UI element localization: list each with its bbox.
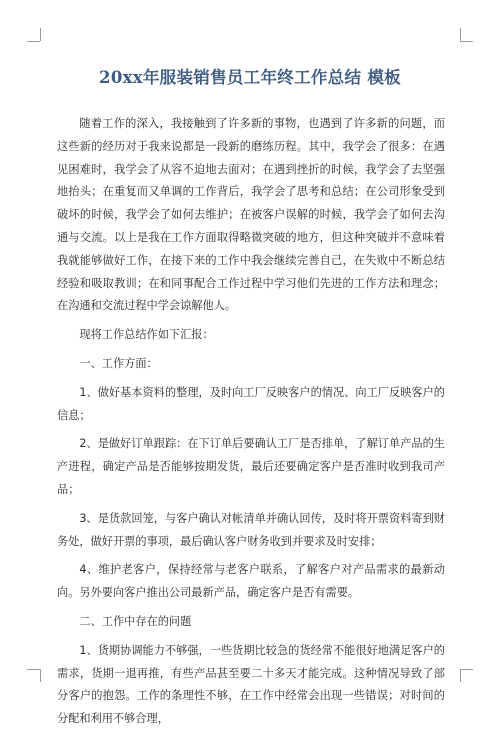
crop-mark-top-right-vertical [460, 28, 461, 41]
crop-mark-bottom-left-vertical [40, 669, 41, 682]
list-item-problem-1: 1、货期协调能力不够强，一些货期比较急的货经常不能很好地满足客户的需求，货期一退再推，有些产品甚至要二十多天才能完成。这种情况导致了部分客户的抱怨。工作的条理性不够，在工作中经常会出现一些错误；对时间的分配和利用不够合理， [57, 643, 445, 726]
crop-mark-bottom-right-horizontal [460, 669, 473, 670]
document-title: 20xx年服装销售员工年终工作总结 模板 [99, 68, 401, 87]
section-heading-work: 一、工作方面： [79, 356, 158, 370]
list-item-work-1: 1、做好基本资料的整理，及时向工厂反映客户的情况、向工厂反映客户的信息； [57, 385, 445, 422]
crop-mark-top-left-vertical [40, 28, 41, 41]
crop-mark-bottom-right-vertical [460, 669, 461, 682]
list-item-work-2: 2、是做好订单跟踪：在下订单后要确认工厂是否排单，了解订单产品的生产进程，确定产品是否能够按期发货，最后还要确定客户是否准时收到我司产品； [57, 437, 445, 496]
list-item-work-4: 4、维护老客户，保持经常与老客户联系，了解客户对产品需求的最新动向。另外要向客户推出公司最新产品，确定客户是否有需要。 [57, 563, 445, 600]
crop-mark-top-left-horizontal [27, 41, 40, 42]
paragraph-report-lead: 现将工作总结作如下汇报： [79, 328, 214, 342]
list-item-work-3: 3、是货款回笼，与客户确认对帐清单并确认回传，及时将开票资料寄到财务处，做好开票的事项，最后确认客户财务收到并要求及时安排； [57, 511, 445, 548]
crop-mark-bottom-left-horizontal [27, 669, 40, 670]
document-body [57, 113, 445, 737]
section-heading-problems: 二、工作中存在的问题 [79, 614, 192, 628]
paragraph-intro: 随着工作的深入，我接触到了许多新的事物，也遇到了许多新的问题，而这些新的经历对于我来说都是一段新的磨练历程。其中，我学会了很多：在遇见困难时，我学会了从容不迫地去面对；在遇到挫折的时候，我学会了去坚强地抬头；在重复而又单调的工作背后，我学会了思考和总结；在公司形象受到破坏的时候，我学会了如何去维护；在被客户误解的时候，我学会了如何去沟通与交流。以上是我在工作方面取得略微突破的地方，但这种突破并不意味着我就能够做好工作，在接下来的工作中我会继续完善自己，在失败中不断总结经验和吸取教训；在和同事配合工作过程中学习他们先进的工作方法和理念；在沟通和交流过程中学会谅解他人。 [57, 117, 445, 313]
crop-mark-top-right-horizontal [460, 41, 473, 42]
